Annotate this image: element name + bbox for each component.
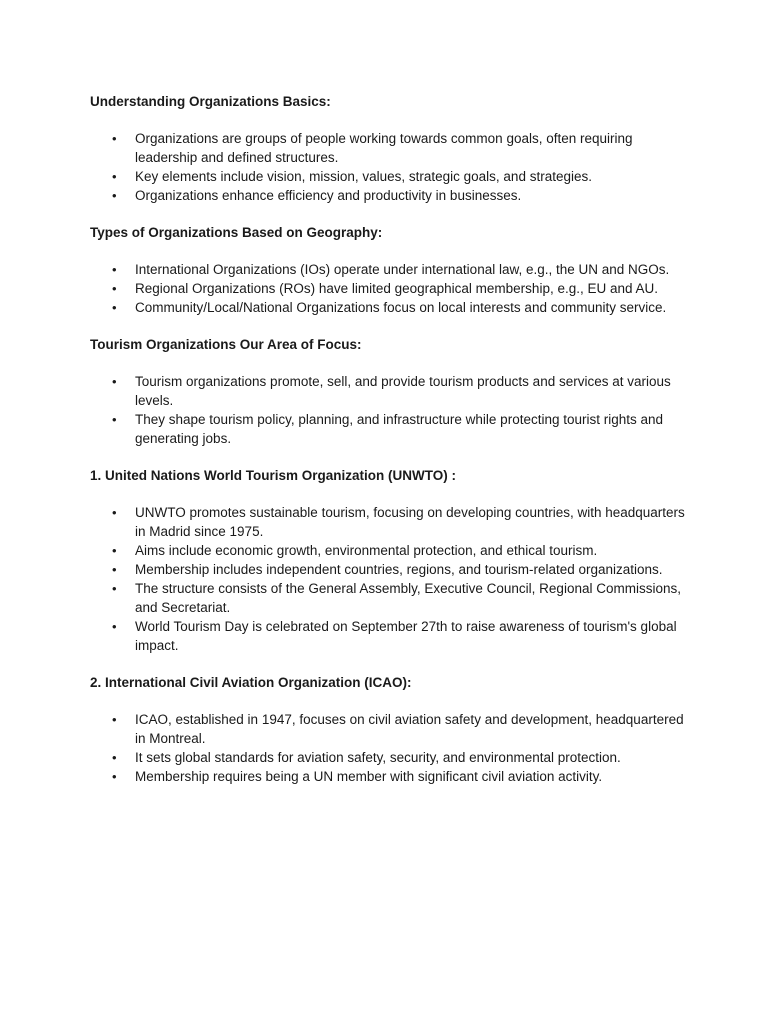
list-item-text: Organizations are groups of people working towards common goals, often requiring leadership and defined structures. — [135, 131, 633, 165]
bullet-icon: • — [112, 712, 117, 727]
section-icao — [90, 673, 690, 786]
section-heading: Tourism Organizations Our Area of Focus: — [90, 337, 362, 352]
list-item-text: UNWTO promotes sustainable tourism, focusing on developing countries, with headquarters in Madrid since 1975. — [135, 505, 685, 539]
list-item-text: Membership includes independent countries, regions, and tourism-related organizations. — [135, 562, 663, 577]
list-item — [90, 167, 690, 186]
bullet-icon: • — [112, 581, 117, 596]
bullet-icon: • — [112, 131, 117, 146]
bullet-list — [90, 260, 690, 317]
list-item — [90, 279, 690, 298]
section-heading: Types of Organizations Based on Geography: — [90, 225, 383, 240]
list-item — [90, 710, 690, 748]
bullet-icon: • — [112, 169, 117, 184]
bullet-icon: • — [112, 300, 117, 315]
list-item-text: Membership requires being a UN member with significant civil aviation activity. — [135, 769, 603, 784]
list-item — [90, 767, 690, 786]
section-heading: Understanding Organizations Basics: — [90, 94, 331, 109]
bullet-list — [90, 710, 690, 786]
bullet-icon: • — [112, 750, 117, 765]
list-item — [90, 260, 690, 279]
bullet-icon: • — [112, 769, 117, 784]
section-heading: 2. International Civil Aviation Organization (ICAO): — [90, 675, 412, 690]
bullet-icon: • — [112, 281, 117, 296]
list-item-text: Tourism organizations promote, sell, and provide tourism products and services at various levels. — [135, 374, 671, 408]
list-item — [90, 748, 690, 767]
list-item — [90, 503, 690, 541]
list-item — [90, 560, 690, 579]
bullet-list — [90, 129, 690, 205]
list-item-text: Regional Organizations (ROs) have limited geographical membership, e.g., EU and AU. — [135, 281, 659, 296]
list-item — [90, 410, 690, 448]
bullet-list — [90, 372, 690, 448]
section-tourism-organizations — [90, 335, 690, 448]
section-types-geography — [90, 223, 690, 317]
list-item — [90, 129, 690, 167]
list-item — [90, 617, 690, 655]
list-item-text: ICAO, established in 1947, focuses on civil aviation safety and development, headquartered in Montreal. — [135, 712, 684, 746]
list-item — [90, 579, 690, 617]
list-item — [90, 186, 690, 205]
list-item — [90, 298, 690, 317]
section-heading: 1. United Nations World Tourism Organization (UNWTO) : — [90, 468, 456, 483]
bullet-icon: • — [112, 374, 117, 389]
bullet-icon: • — [112, 412, 117, 427]
section-organizations-basics — [90, 92, 690, 205]
bullet-icon: • — [112, 188, 117, 203]
bullet-icon: • — [112, 505, 117, 520]
list-item-text: The structure consists of the General Assembly, Executive Council, Regional Commissions, and Secretariat. — [135, 581, 681, 615]
list-item-text: Aims include economic growth, environmental protection, and ethical tourism. — [135, 543, 598, 558]
list-item-text: Community/Local/National Organizations focus on local interests and community service. — [135, 300, 667, 315]
bullet-list — [90, 503, 690, 655]
list-item-text: International Organizations (IOs) operate under international law, e.g., the UN and NGOs. — [135, 262, 670, 277]
bullet-icon: • — [112, 543, 117, 558]
document-page — [90, 92, 690, 804]
bullet-icon: • — [112, 262, 117, 277]
section-unwto — [90, 466, 690, 655]
list-item-text: They shape tourism policy, planning, and infrastructure while protecting tourist rights and generating jobs. — [135, 412, 664, 446]
list-item-text: It sets global standards for aviation safety, security, and environmental protection. — [135, 750, 621, 765]
list-item-text: World Tourism Day is celebrated on September 27th to raise awareness of tourism's global impact. — [135, 619, 677, 653]
list-item — [90, 372, 690, 410]
list-item-text: Key elements include vision, mission, values, strategic goals, and strategies. — [135, 169, 592, 184]
bullet-icon: • — [112, 562, 117, 577]
bullet-icon: • — [112, 619, 117, 634]
list-item-text: Organizations enhance efficiency and productivity in businesses. — [135, 188, 522, 203]
list-item — [90, 541, 690, 560]
